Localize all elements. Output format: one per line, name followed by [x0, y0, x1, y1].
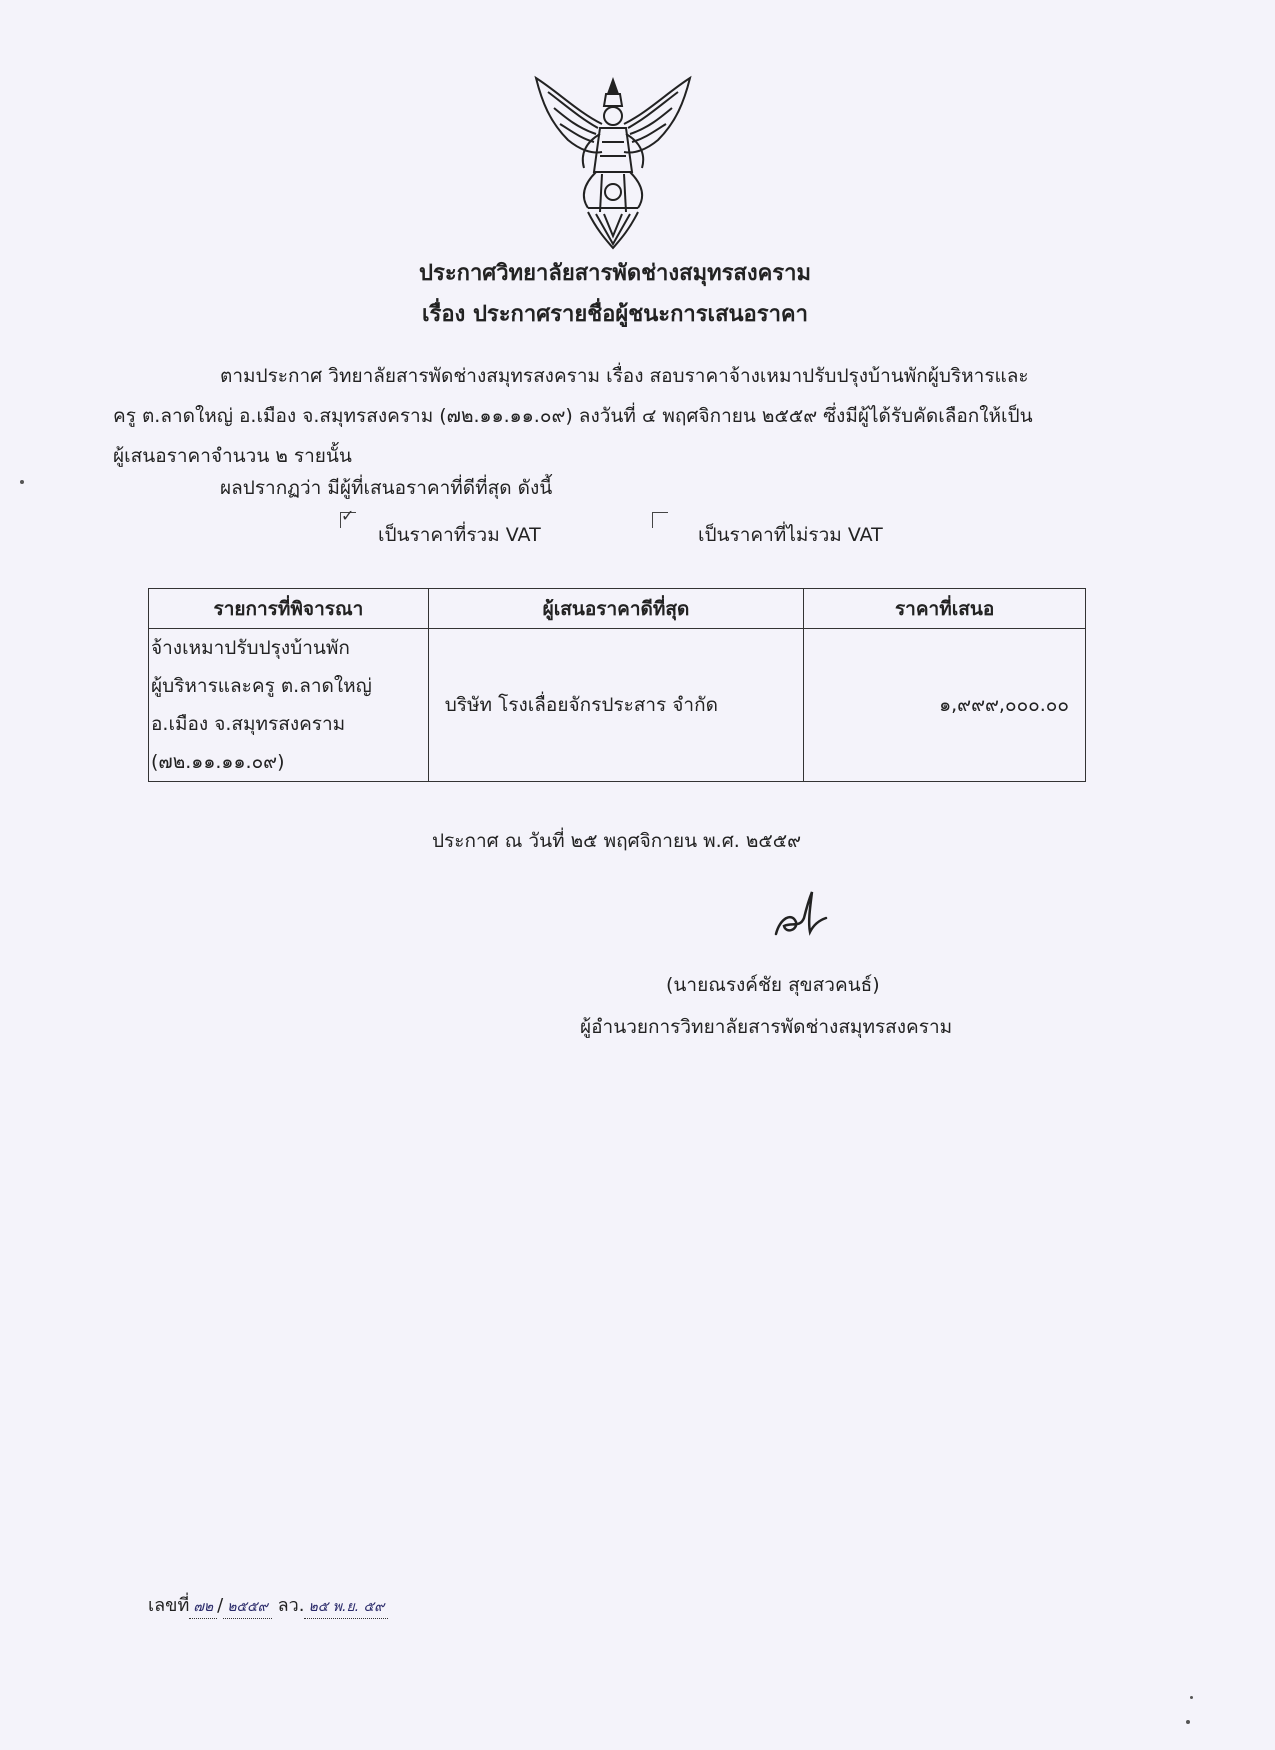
- checkmark-icon: ✓: [341, 506, 355, 525]
- scan-speck: [1186, 1720, 1190, 1724]
- announcement-title: ประกาศวิทยาลัยสารพัดช่างสมุทรสงคราม: [419, 261, 811, 286]
- item-line: ผู้บริหารและครู ต.ลาดใหญ่: [151, 675, 372, 697]
- header-offered-price: ราคาที่เสนอ: [804, 589, 1086, 629]
- with-vat-label: เป็นราคาที่รวม VAT: [378, 524, 541, 546]
- document-reference: เลขที่ ๗๒ / ๒๕๕๙ ลว. ๒๕ พ.ย. ๕๙: [148, 1590, 388, 1619]
- price-cell: ๑,๙๙๙,๐๐๐.๐๐: [804, 629, 1086, 782]
- item-line: จ้างเหมาปรับปรุงบ้านพัก: [151, 637, 350, 659]
- garuda-emblem-icon: [528, 72, 698, 252]
- table-row: [149, 629, 1086, 782]
- body-paragraph-line-1: ตามประกาศ วิทยาลัยสารพัดช่างสมุทรสงคราม เรื่อง สอบราคาจ้างเหมาปรับปรุงบ้านพักผู้บริหารและ: [220, 365, 1029, 387]
- signature-icon: [772, 888, 832, 940]
- item-line: อ.เมือง จ.สมุทรสงคราม: [151, 713, 346, 735]
- result-statement: ผลปรากฏว่า มีผู้ที่เสนอราคาที่ดีที่สุด ดังนี้: [220, 477, 553, 499]
- reference-date-value: ๒๕ พ.ย. ๕๙: [308, 1599, 385, 1615]
- header-best-bidder: ผู้เสนอราคาดีที่สุด: [428, 589, 803, 629]
- item-line: (๗๒.๑๑.๑๑.๐๙): [151, 751, 285, 773]
- item-cell: [149, 629, 429, 782]
- reference-date-field: [304, 1595, 388, 1619]
- body-paragraph-line-2: ครู ต.ลาดใหญ่ อ.เมือง จ.สมุทรสงคราม (๗๒.๑๑.๑๑.๐๙) ลงวันที่ ๔ พฤศจิกายน ๒๕๕๙ ซึ่งมีผู้ได้รับคัดเลือกให้เป็น: [113, 405, 1033, 427]
- body-paragraph-line-3: ผู้เสนอราคาจำนวน ๒ รายนั้น: [113, 445, 352, 467]
- reference-no-field: [189, 1595, 217, 1619]
- signer-title: ผู้อำนวยการวิทยาลัยสารพัดช่างสมุทรสงคราม: [580, 1016, 953, 1038]
- reference-year-field: [223, 1595, 272, 1619]
- without-vat-label: เป็นราคาที่ไม่รวม VAT: [698, 524, 883, 546]
- scan-speck: [1190, 1696, 1193, 1699]
- bid-results-table: [148, 588, 1086, 782]
- reference-year-value: ๒๕๕๙: [227, 1599, 268, 1615]
- without-vat-checkbox: [652, 512, 668, 528]
- announcement-date: ประกาศ ณ วันที่ ๒๕ พฤศจิกายน พ.ศ. ๒๕๕๙: [432, 830, 802, 852]
- announcement-subject: เรื่อง ประกาศรายชื่อผู้ชนะการเสนอราคา: [422, 302, 808, 327]
- scan-speck: [20, 480, 24, 484]
- signer-name: (นายณรงค์ชัย สุขสวคนธ์): [666, 974, 880, 996]
- reference-no-label: เลขที่: [148, 1595, 190, 1616]
- bidder-cell: บริษัท โรงเลื่อยจักรประสาร จำกัด: [428, 629, 803, 782]
- table-header-row: [149, 589, 1086, 629]
- header-item: รายการที่พิจารณา: [149, 589, 429, 629]
- reference-no-value: ๗๒: [193, 1599, 214, 1615]
- reference-date-label: ลว.: [277, 1595, 305, 1616]
